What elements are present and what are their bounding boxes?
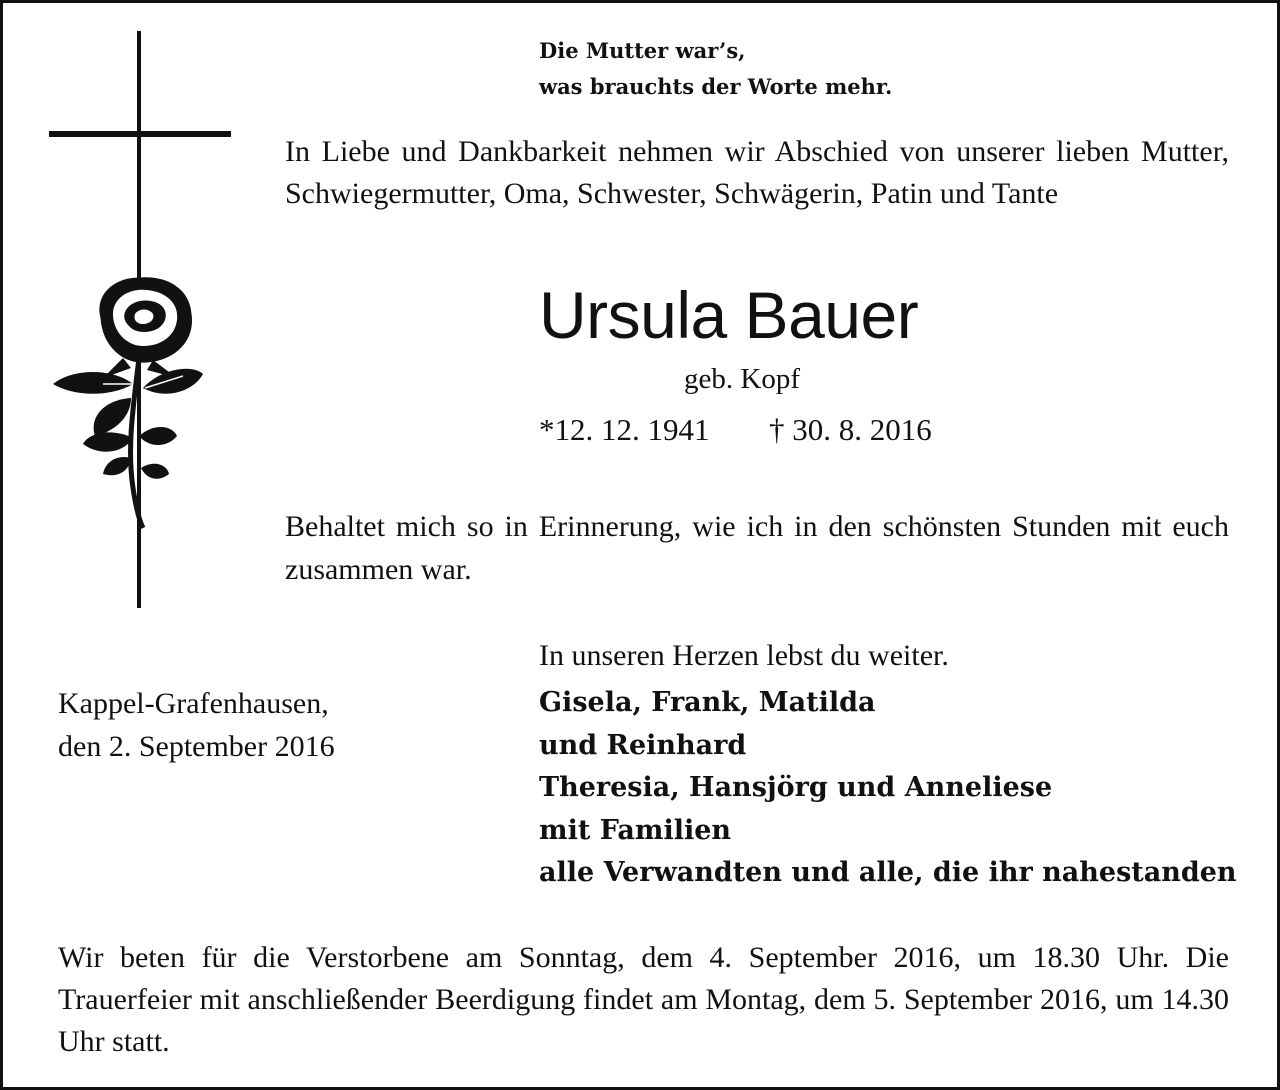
herzen-line: In unseren Herzen lebst du weiter.: [539, 639, 949, 672]
maiden-name: geb. Kopf: [684, 363, 800, 395]
mourner-line: alle Verwandten und alle, die ihr nahestanden: [539, 857, 1237, 888]
mourner-line: Theresia, Hansjörg und Anneliese: [539, 772, 1053, 803]
motto: [539, 33, 1139, 105]
mourner-line: Gisela, Frank, Matilda: [539, 687, 876, 718]
date-line: den 2. September 2016: [58, 730, 335, 763]
motto-line-2: was brauchts der Worte mehr.: [539, 74, 893, 99]
mourner-line: und Reinhard: [539, 729, 747, 761]
deceased-name: Ursula Bauer: [539, 278, 919, 352]
memorial-quote: Behaltet mich so in Erinnerung, wie ich in den schönsten Stunden mit euch zusammen war.: [285, 510, 1229, 586]
birth-date: *12. 12. 1941: [539, 412, 710, 447]
place-and-date: [58, 682, 335, 768]
motto-line-1: Die Mutter war’s,: [539, 38, 746, 63]
place-line: Kappel-Grafenhausen,: [58, 687, 329, 720]
service-info: Wir beten für die Verstorbene am Sonntag, dem 4. September 2016, um 18.30 Uhr. Die Trauerfeier mit anschließender Beerdigung findet am Montag, dem 5. September 2016, um 14.30 Uhr statt.: [58, 941, 1229, 1058]
rose-icon: [53, 278, 203, 528]
intro-text: In Liebe und Dankbarkeit nehmen wir Abschied von unserer lieben Mutter, Schwiegermutter, Oma, Schwester, Schwägerin, Patin und Tante: [285, 135, 1229, 210]
death-date: † 30. 8. 2016: [769, 412, 932, 447]
cross-with-rose: [43, 28, 243, 613]
mourners-list: [539, 682, 1237, 895]
mourner-line: mit Familien: [539, 814, 732, 846]
